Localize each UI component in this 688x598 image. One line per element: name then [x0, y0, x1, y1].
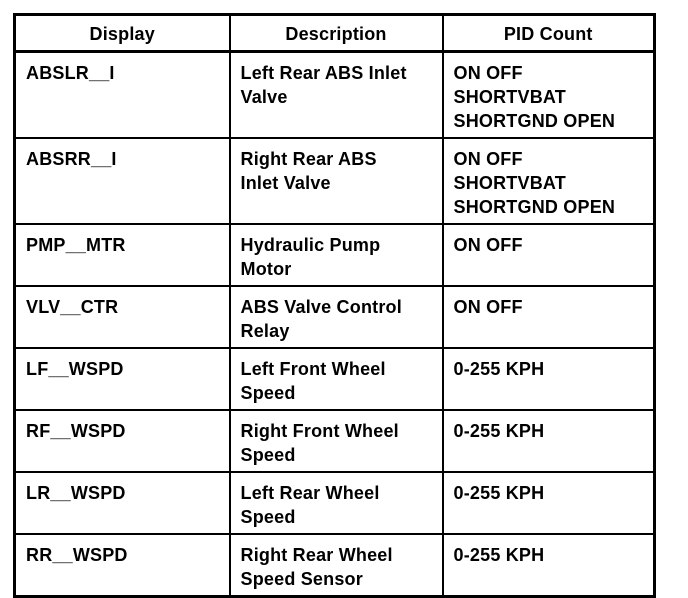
- cell-display: RF__WSPD: [15, 410, 230, 472]
- cell-pid-count: ON OFF: [443, 286, 655, 348]
- cell-description: Left Rear Wheel Speed: [230, 472, 443, 534]
- cell-pid-count: ON OFF SHORTVBAT SHORTGND OPEN: [443, 138, 655, 224]
- cell-description: ABS Valve Control Relay: [230, 286, 443, 348]
- header-row: [15, 15, 655, 52]
- header-display: Display: [15, 15, 230, 52]
- cell-description: Right Rear Wheel Speed Sensor: [230, 534, 443, 597]
- table-row: [15, 224, 655, 286]
- header-description: Description: [230, 15, 443, 52]
- cell-pid-count: 0-255 KPH: [443, 410, 655, 472]
- cell-display: LR__WSPD: [15, 472, 230, 534]
- table-row: [15, 410, 655, 472]
- table-row: [15, 472, 655, 534]
- table-row: [15, 138, 655, 224]
- header-pid-count: PID Count: [443, 15, 655, 52]
- cell-display: ABSLR__I: [15, 52, 230, 139]
- cell-pid-count: ON OFF SHORTVBAT SHORTGND OPEN: [443, 52, 655, 139]
- cell-description: Hydraulic Pump Motor: [230, 224, 443, 286]
- pid-table: [13, 13, 656, 598]
- cell-description: Right Rear ABS Inlet Valve: [230, 138, 443, 224]
- cell-pid-count: 0-255 KPH: [443, 348, 655, 410]
- table-row: [15, 348, 655, 410]
- cell-display: VLV__CTR: [15, 286, 230, 348]
- cell-description: Left Front Wheel Speed: [230, 348, 443, 410]
- table-row: [15, 534, 655, 597]
- cell-pid-count: 0-255 KPH: [443, 534, 655, 597]
- table-row: [15, 286, 655, 348]
- cell-display: LF__WSPD: [15, 348, 230, 410]
- cell-display: RR__WSPD: [15, 534, 230, 597]
- table-row: [15, 52, 655, 139]
- cell-display: PMP__MTR: [15, 224, 230, 286]
- cell-description: Left Rear ABS Inlet Valve: [230, 52, 443, 139]
- cell-pid-count: ON OFF: [443, 224, 655, 286]
- cell-pid-count: 0-255 KPH: [443, 472, 655, 534]
- cell-description: Right Front Wheel Speed: [230, 410, 443, 472]
- cell-display: ABSRR__I: [15, 138, 230, 224]
